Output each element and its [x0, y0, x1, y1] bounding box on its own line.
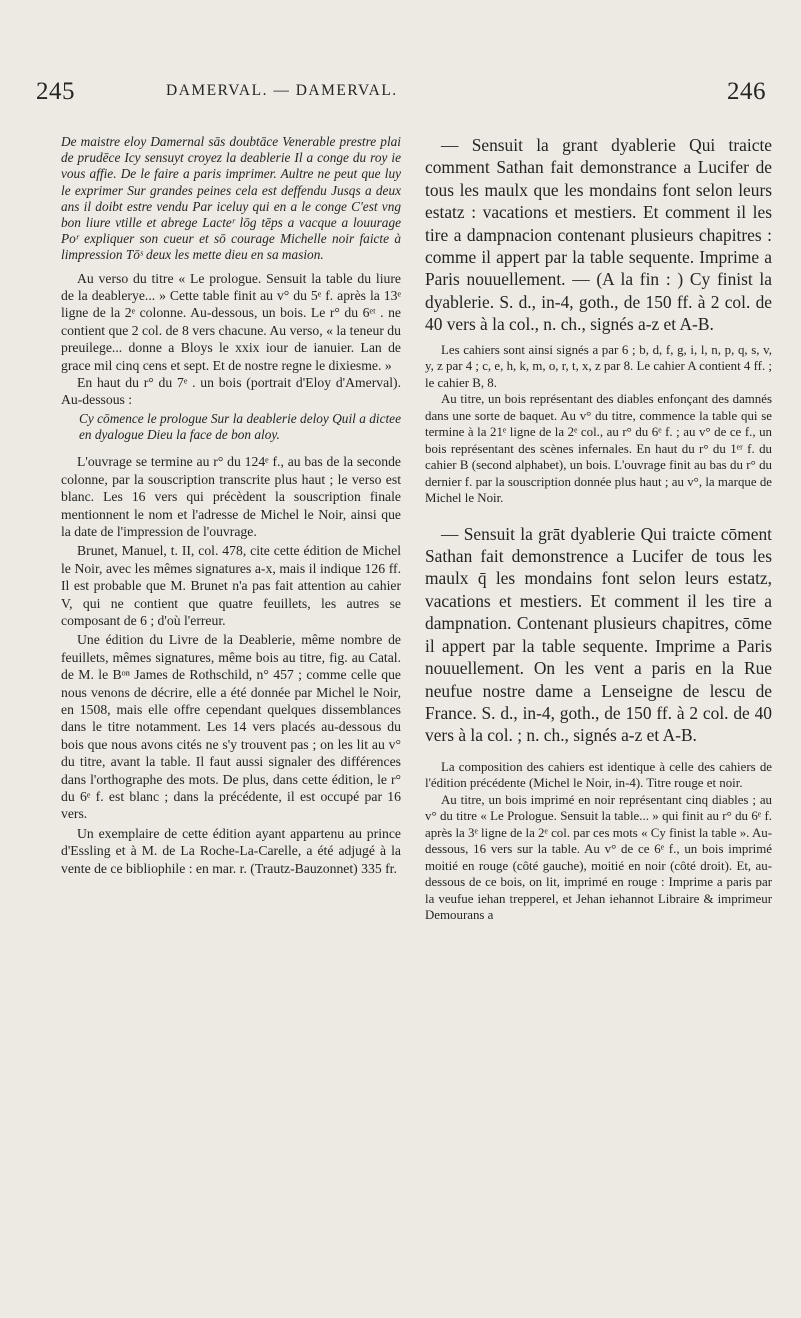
- right-note-signatures: Les cahiers sont ainsi signés a par 6 ; b, d, f, g, i, l, n, p, q, s, v, y, z par 4 ; c, e, h, k, m, o, r, t, x, z par 8. Le cahier A contient 4 ff. ; le cahier B, 8.: [425, 342, 772, 390]
- running-title: DAMERVAL. — DAMERVAL.: [166, 82, 398, 99]
- left-column: [61, 134, 401, 877]
- page-header: [36, 78, 766, 118]
- prologue-verse: Cy cōmence le prologue Sur la deablerie deloy Quil a dictee en dyalogue Dieu la face de bon aloy.: [79, 410, 401, 443]
- right-entry-1: — Sensuit la grant dyablerie Qui traicte comment Sathan fait demonstrance a Lucifer de tous les maulx que les mondains font selon leurs estatz : vacations et mestiers. Et comment il les tire a dampnacion contenant plusieurs chapitres : comme il appert par la table sequente. Imprime a Paris nouuellement. — (A la fin : ) Cy finist la dyablerie. S. d., in-4, goth., de 150 ff. à 2 col. de 40 vers à la col., n. ch., signés a-z et A-B.: [425, 135, 772, 335]
- left-paragraph-5: Une édition du Livre de la Deablerie, même nombre de feuillets, mêmes signatures, même bois au titre, fig. au Catal. de M. le Bᵒⁿ James de Rothschild, n° 457 ; comme celle que nous venons de décrire, elle a été donnée par Michel le Noir, en 1508, mais elle offre cependant quelques dissemblances dans le titre notamment. Les 14 vers placés au-dessous du bois que nous avons cités ne s'y trouvent pas ; on les lit au v° du titre, avant la table. Il faut aussi signaler des différences dans l'orthographe des mots. De plus, dans cette édition, le r° du 6ᵉ f. est blanc ; dans la précédente, il est occupé par 16 vers.: [61, 632, 401, 822]
- left-paragraph-3: L'ouvrage se termine au r° du 124ᵉ f., au bas de la seconde colonne, par la souscription transcrite plus haut ; le verso est blanc. Les 16 vers qui précèdent la souscription finale mentionnent le nom et l'adresse de Michel le Noir, ainsi que la date de l'impression de l'ouvrage.: [61, 454, 401, 539]
- page-number-right: 246: [727, 78, 766, 105]
- left-paragraph-2: En haut du r° du 7ᵉ . un bois (portrait d'Eloy d'Amerval). Au-dessous :: [61, 375, 401, 408]
- right-column: [425, 134, 772, 924]
- left-paragraph-6: Un exemplaire de cette édition ayant appartenu au prince d'Essling et à M. de La Roche-La-Carelle, a été adjugé à la vente de ce bibliophile : en mar. r. (Trautz-Bauzonnet) 335 fr.: [61, 825, 401, 876]
- opening-verse: De maistre eloy Damernal sās doubtāce Venerable prestre plai de prudēce Icy sensuyt croyez la deablerie Il a conge du roy ie vous affie. De le faire a paris imprimer. Aultre ne peut que luy le exprimer Sur grandes peines cela est deffendu Jusqs a deux ans il doibt estre vendu Par iceluy qui en a le conge C'est vng bon liure vtille et abrege Lacteʳ lōg tēps a vacque a louurage Poʳ expliquer son cueur et sō courage Michelle noir faicte à limpression Tōˢ deux les mette dieu en sa masion.: [61, 134, 401, 263]
- right-note-composition: La composition des cahiers est identique à celle des cahiers de l'édition précédente (Michel le Noir, in-4). Titre rouge et noir.: [425, 759, 772, 791]
- left-paragraph-1: Au verso du titre « Le prologue. Sensuit la table du liure de la deablerye... » Cette table finit au v° du 5ᵉ f. après la 13ᵉ ligne de la 2ᵉ colonne. Au-dessous, un bois. Le r° du 6ᵉᵗ . ne contient que 2 col. de 8 vers chacune. Au verso, « la teneur du preuilege... donne a Bloys le xxix iour de ianuier. Lan de grace mil cinq cens et sept. Et de nostre regne le dixiesme. »: [61, 270, 401, 373]
- right-entry-2: — Sensuit la grāt dyablerie Qui traicte cōment Sathan fait demonstrence a Lucifer de tous les maulx q̄ les mondains font selon leurs estatz, vacations et mestiers. Et comment il les tire a dampnation. Contenant plusieurs chapitres, cōme il appert par la table sequente. Imprime a Paris nouuellement. On les vent a paris en la Rue neufue nostre dame a Lenseigne de lescu de France. S. d., in-4, goth., de 150 ff. à 2 col. de 40 vers à la col. ; n. ch., signés a-z et A-B.: [425, 523, 772, 746]
- right-note-title: Au titre, un bois imprimé en noir représentant cinq diables ; au v° du titre « Le Prologue. Sensuit la table... » qui finit au r° du 6ᵉ f. après la 3ᵉ ligne de la 2ᵉ col. par ces mots « Cy finist la table ». Au-dessous, 16 vers sur la table. Au v° de ce 6ᵉ f., un bois imprimé moitié en rouge (côté gauche), moitié en noir (côté droit). Et, au-dessous de ce bois, on lit, imprimé en rouge : Imprime a paris par la veufue iehan trepperel, et Jehan iehannot Libraire & imprimeur Demourans a: [425, 792, 772, 923]
- page-number-left: 245: [36, 78, 75, 105]
- right-note-description: Au titre, un bois représentant des diables enfonçant des damnés dans une sorte de baquet. Au v° du titre, commence la table qui se termine à la 21ᵉ ligne de la 2ᵉ col., au r° du 6ᵉ f. ; au v° de ce f., un bois représentant des scènes infernales. En haut du r° du 1ᵉʳ f. du cahier B (second alphabet), un bois. L'ouvrage finit au bas du r° du dernier f. par la souscription donnée plus haut ; au v°, la marque de Michel le Noir.: [425, 392, 772, 506]
- left-paragraph-4: Brunet, Manuel, t. II, col. 478, cite cette édition de Michel le Noir, avec les mêmes signatures a-x, mais il indique 126 ff. Il est probable que M. Brunet n'a pas fait attention au cahier V, qui ne contient que quatre feuillets, les autres se composant de 6 ; d'où l'erreur.: [61, 543, 401, 628]
